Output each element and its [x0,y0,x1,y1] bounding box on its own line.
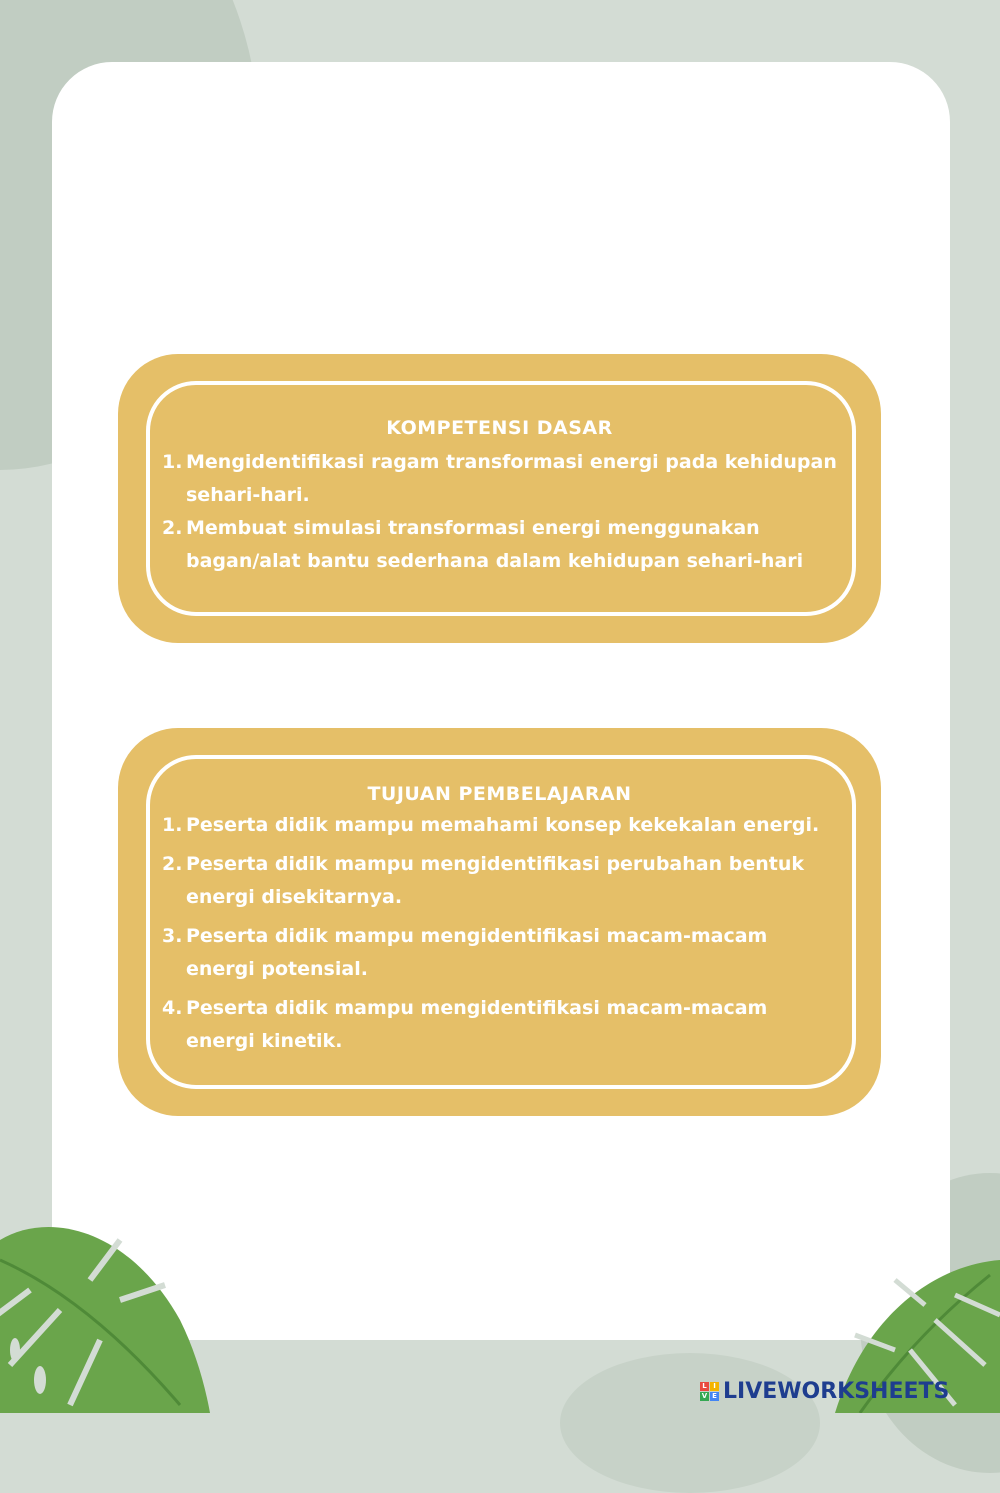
liveworksheets-watermark [700,1378,949,1404]
item-number: 1. [162,451,183,473]
logo-letter: E [710,1392,719,1401]
header-blank-area [52,62,950,352]
liveworksheets-logo-icon [700,1382,719,1401]
monstera-leaf-left-icon [0,1200,220,1413]
kompetensi-dasar-card [118,354,881,643]
tujuan-pembelajaran-list [162,809,841,1058]
list-item [162,992,841,1058]
kompetensi-dasar-list [162,446,841,578]
logo-letter: I [710,1382,719,1391]
kompetensi-dasar-title: KOMPETENSI DASAR [386,417,613,439]
list-item [162,920,841,986]
item-number: 3. [162,925,183,947]
list-item [162,809,841,842]
tujuan-pembelajaran-title: TUJUAN PEMBELAJARAN [367,783,632,805]
item-text: Peserta didik mampu mengidentifikasi macam-macam energi kinetik. [186,997,768,1052]
background-blob-bottom [560,1353,820,1493]
list-item [162,848,841,914]
item-number: 4. [162,997,183,1019]
liveworksheets-wordmark: LIVEWORKSHEETS [723,1378,950,1404]
logo-letter: L [700,1382,709,1391]
worksheet-paper [52,62,950,1340]
list-item [162,446,841,512]
item-text: Peserta didik mampu mengidentifikasi perubahan bentuk energi disekitarnya. [186,853,804,908]
item-text: Peserta didik mampu mengidentifikasi macam-macam energi potensial. [186,925,768,980]
list-item [162,512,841,578]
tujuan-pembelajaran-card [118,728,881,1116]
item-text: Peserta didik mampu memahami konsep kekekalan energi. [186,814,820,836]
item-number: 2. [162,517,183,539]
item-number: 1. [162,814,183,836]
logo-letter: V [701,1391,708,1400]
item-number: 2. [162,853,183,875]
item-text: Membuat simulasi transformasi energi menggunakan bagan/alat bantu sederhana dalam kehidupan sehari-hari [186,517,804,572]
item-text: Mengidentifikasi ragam transformasi energi pada kehidupan sehari-hari. [186,451,837,506]
